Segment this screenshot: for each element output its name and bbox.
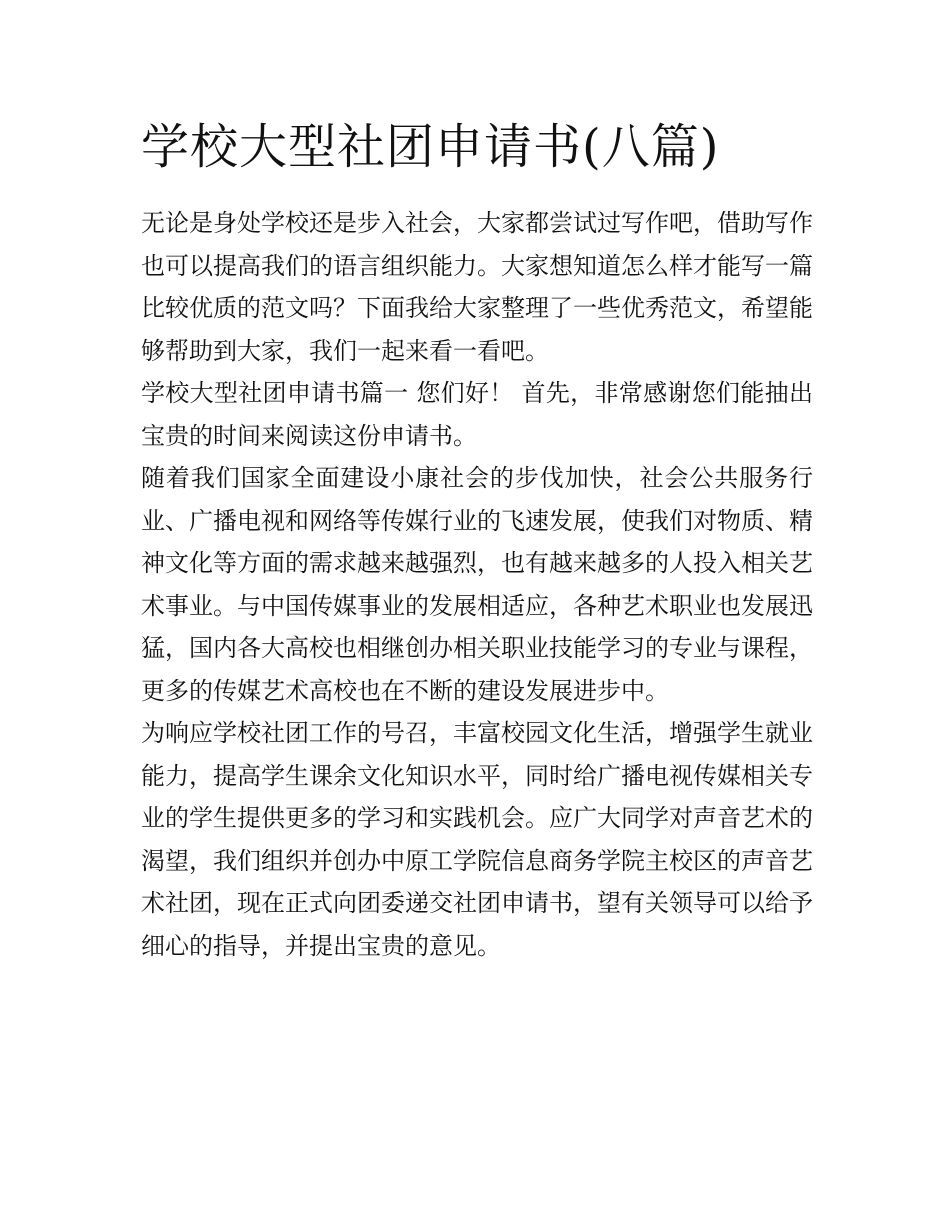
- document-body: [141, 202, 813, 967]
- intro-paragraph: 无论是身处学校还是步入社会，大家都尝试过写作吧，借助写作也可以提高我们的语言组织能力。大家想知道怎么样才能写一篇比较优质的范文吗？下面我给大家整理了一些优秀范文，希望能够帮助到大家，我们一起来看一看吧。: [141, 209, 813, 365]
- background-paragraph: 随着我们国家全面建设小康社会的步伐加快，社会公共服务行业、广播电视和网络等传媒行业的飞速发展，使我们对物质、精神文化等方面的需求越来越强烈，也有越来越多的人投入相关艺术事业。与中国传媒事业的发展相适应，各种艺术职业也发展迅猛，国内各大高校也相继创办相关职业技能学习的专业与课程，更多的传媒艺术高校也在不断的建设发展进步中。: [141, 464, 813, 705]
- greeting-paragraph: 学校大型社团申请书篇一 您们好！ 首先，非常感谢您们能抽出宝贵的时间来阅读这份申请书。: [141, 379, 813, 450]
- purpose-paragraph: 为响应学校社团工作的号召，丰富校园文化生活，增强学生就业能力，提高学生课余文化知识水平，同时给广播电视传媒相关专业的学生提供更多的学习和实践机会。应广大同学对声音艺术的渴望，我们组织并创办中原工学院信息商务学院主校区的声音艺术社团，现在正式向团委递交社团申请书，望有关领导可以给予细心的指导，并提出宝贵的意见。: [141, 719, 813, 960]
- document-title: 学校大型社团申请书(八篇): [141, 119, 720, 175]
